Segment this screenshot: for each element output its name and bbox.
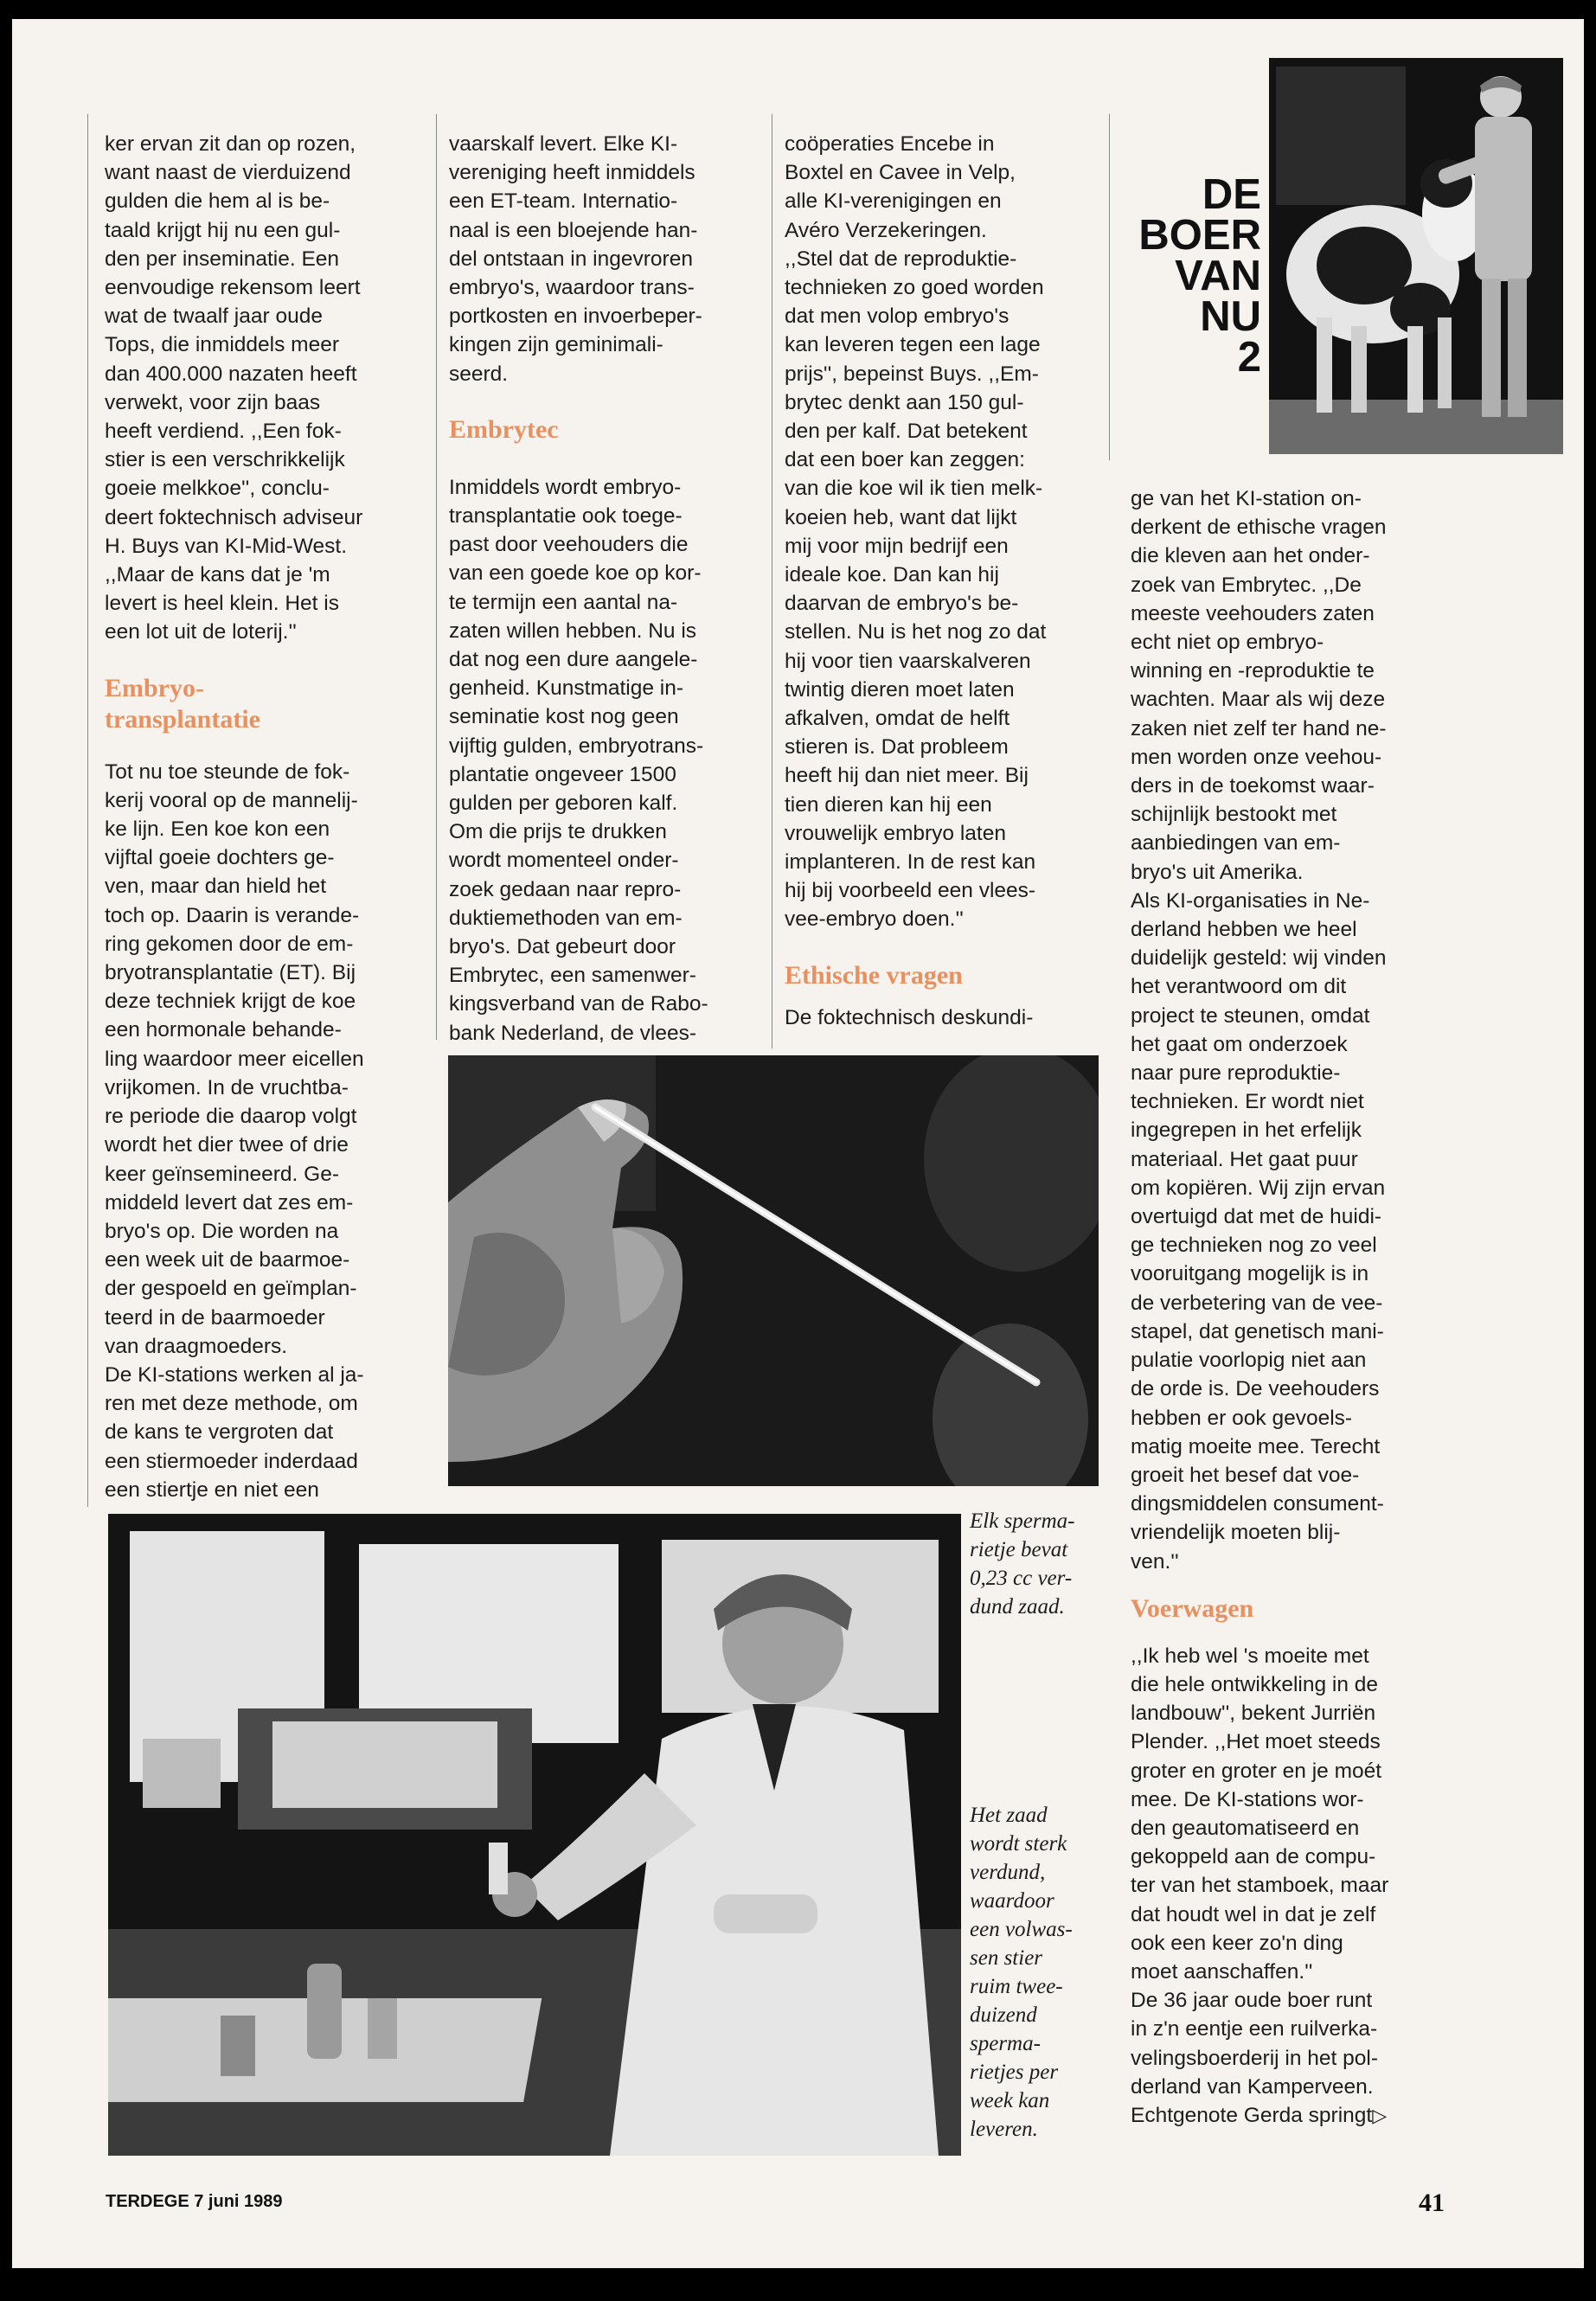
column-rule bbox=[1109, 114, 1110, 460]
body-paragraph: ker ervan zit dan op rozen, want naast de vierduizend gulden die hem al is be- taald krijgt hij nu een gul- den per inseminatie. Een eenvoudige rekensom leert wat de twaalf jaar oude Tops, die inmiddels meer dan 400.000 nazaten heeft verwekt, voor zijn baas heeft verdiend. ,,Een fok- stier is een verschrikkelijk goeie melkkoe'', conclu- deert foktechnisch adviseur H. Buys van KI-Mid-West. ,,Maar de kans dat je 'm levert is heel klein. Het is een lot uit de loterij.'' bbox=[105, 132, 363, 644]
section-heading: Embryo- transplantatie bbox=[105, 673, 260, 734]
series-title-line: BOER bbox=[1138, 212, 1261, 259]
page-number: 41 bbox=[1419, 2189, 1445, 2217]
body-paragraph: Tot nu toe steunde de fok- kerij vooral op de mannelij- ke lijn. Een koe kon een vijftal goeie dochters ge- ven, maar dan hield het toch op. Daarin is verande- ring gekomen door de em- bryotransplantatie (ET). Bij deze techniek krijgt de koe een hormonale behande- ling waardoor meer eicellen vrijkomen. In de vruchtba- re periode die daarop volgt wordt het dier twee of drie keer geïnsemineerd. Ge- middeld levert dat zes em- bryo's op. Die worden na een week uit de baarmoe- der gespoeld en geïmplan- teerd in de baarmoeder van draagmoeders. De KI-stations werken al ja- ren met deze methode, om de kans te vergroten dat een stiermoeder inderdaad een stiertje en niet een bbox=[105, 760, 364, 1502]
article-column-3 bbox=[785, 130, 1105, 1032]
continue-arrow-icon: ▷ bbox=[1372, 2104, 1388, 2126]
series-title-line: VAN bbox=[1175, 253, 1261, 299]
article-column-1 bbox=[105, 130, 429, 1504]
straw-caption: Elk sperma- rietje bevat 0,23 cc ver- dund zaad. bbox=[970, 1509, 1075, 1618]
series-title-line: DE bbox=[1202, 171, 1261, 218]
farmer-cow-illustration bbox=[1269, 58, 1563, 454]
body-paragraph: ,,Ik heb wel 's moeite met die hele ontwikkeling in de landbouw'', bekent Jurriën Plender. ,,Het moet steeds groter en groter en je moét mee. De KI-stations wor- den geautomatiseerd en gekoppeld aan de compu- ter van het stamboek, maar dat houdt wel in dat je zelf ook een keer zo'n ding moet aanschaffen.'' De 36 jaar oude boer runt in z'n eentje een ruilverka- velingsboerderij in het pol- derland van Kamperveen. Echtgenote Gerda springt bbox=[1131, 1644, 1389, 2127]
farmer-cow-photo bbox=[1269, 58, 1563, 454]
body-paragraph: vaarskalf levert. Elke KI- vereniging heeft inmiddels een ET-team. Internatio- naal is een bloejende han- del ontstaan in ingevroren embryo's, waardoor trans- portkosten en invoerbeper- kingen zijn geminimali- seerd. bbox=[449, 132, 702, 386]
body-paragraph: coöperaties Encebe in Boxtel en Cavee in Velp, alle KI-verenigingen en Avéro Verzekeringen. ,,Stel dat de reproduktie- technieken zo goed worden dat men volop embryo's kan leveren tegen een lage prijs'', bepeinst Buys. ,,Em- brytec denkt aan 150 gul- den per kalf. Dat betekent dat een boer kan zeggen: van die koe wil ik tien melk- koeien heb, want dat lijkt mij voor mijn bedrijf een ideale koe. Dan kan hij daarvan de embryo's be- stellen. Nu is het nog zo dat hij voor tien vaarskalveren twintig dieren moet laten afkalven, omdat de helft stieren is. Dat probleem heeft hij dan niet meer. Bij tien dieren kan hij een vrouwelijk embryo laten implanteren. In de rest kan hij bij voorbeeld een vlees- vee-embryo doen.'' bbox=[785, 132, 1047, 932]
series-number: 2 bbox=[1237, 334, 1261, 381]
body-paragraph: ge van het KI-station on- derkent de ethische vragen die kleven aan het onder- zoek van Embrytec. ,,De meeste veehouders zaten echt niet op embryo- winning en -reproduktie te wachten. Maar als wij deze zaken niet zelf ter hand ne- men worden onze veehou- ders in de toekomst waar- schijnlijk bestookt met aanbiedingen van em- bryo's uit Amerika. Als KI-organisaties in Ne- derland hebben we heel duidelijk gesteld: wij vinden het verantwoord om dit project te steunen, omdat het gaat om onderzoek naar pure reproduktie- technieken. Er wordt niet ingegrepen in het erfelijk materiaal. Het gaat puur om kopiëren. Wij zijn ervan overtuigd dat met de huidi- ge technieken nog zo veel vooruitgang mogelijk is in de verbetering van de vee- stapel, dat genetisch mani- pulatie voorlopig niet aan de orde is. De veehouders hebben er ook gevoels- matig moeite mee. Terecht groeit het besef dat voe- dingsmiddelen consument- vriendelijk moeten blij- ven.'' bbox=[1131, 487, 1387, 1574]
body-paragraph: Inmiddels wordt embryo- transplantatie ook toege- past door veehouders die van een goede koe op kor- te termijn een aantal na- zaten willen hebben. Nu is dat nog een dure aangele- genheid. Kunstmatige in- seminatie kost nog geen vijftig gulden, embryotrans- plantatie ongeveer 1500 gulden per geboren kalf. Om die prijs te drukken wordt momenteel onder- zoek gedaan naar repro- duktiemethoden van em- bryo's. Dat gebeurt door Embrytec, een samenwer- kingsverband van de Rabo- bank Nederland, de vlees- bbox=[449, 475, 708, 1045]
publication-footer: TERDEGE 7 juni 1989 bbox=[106, 2192, 283, 2211]
section-heading: Embrytec bbox=[449, 414, 559, 444]
column-rule bbox=[436, 114, 437, 1040]
lab-caption: Het zaad wordt sterk verdund, waardoor een volwas- sen stier ruim twee- duizend sperma- rietjes per week kan leveren. bbox=[970, 1804, 1073, 2141]
body-paragraph: De foktechnisch deskundi- bbox=[785, 1005, 1034, 1029]
series-title-line: NU bbox=[1200, 293, 1261, 340]
series-title bbox=[1119, 171, 1261, 381]
semen-straw-photo bbox=[448, 1055, 1099, 1486]
lab-scene-illustration bbox=[108, 1514, 961, 2156]
straw-hand-illustration bbox=[448, 1055, 1099, 1486]
section-heading: Voerwagen bbox=[1131, 1593, 1254, 1623]
lab-worker-photo bbox=[108, 1514, 961, 2156]
article-column-4 bbox=[1131, 484, 1451, 2130]
column-rule bbox=[87, 114, 88, 1507]
section-heading: Ethische vragen bbox=[785, 960, 963, 990]
article-column-2 bbox=[449, 130, 769, 1048]
magazine-page bbox=[12, 19, 1584, 2268]
